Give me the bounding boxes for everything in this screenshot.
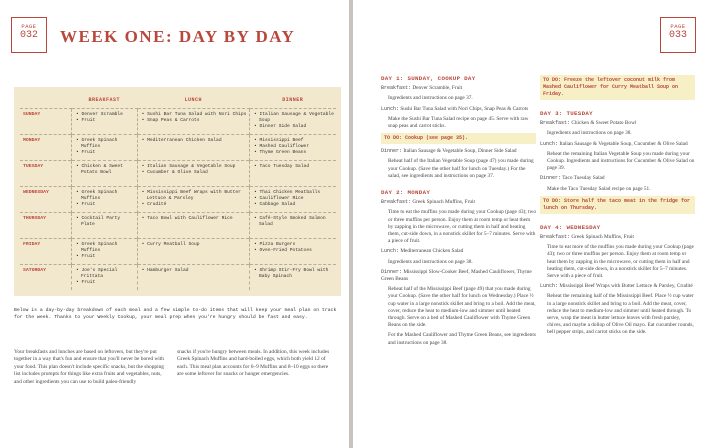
lunch-cell: [137, 109, 249, 135]
meal-label: Lunch:: [381, 248, 400, 255]
page-number-badge: [11, 17, 47, 53]
right-column-1: [381, 75, 536, 350]
meal-name: Italian Sausage & Vegetable Soup, Cucumber & Olive Salad: [559, 140, 688, 147]
meal-line: [540, 234, 695, 241]
meal-name: Mississippi Slow-Cooker Beef, Mashed Cauliflower, Thyme Green Beans: [381, 268, 532, 283]
meal-item: • Italian Sausage & Vegetable Soup: [141, 164, 236, 169]
dinner-cell: [249, 161, 336, 187]
meal-item: • Mississippi Beef: [253, 138, 304, 143]
day-label: SATURDAY: [20, 265, 72, 291]
body-column-1: Your breakfasts and lunches are based on leftovers, but they're put together in a way that's fun and ensure that you'll never be bored with your food. This plan doesn't include specific snacks, but the shopping list includes prompts for things like extra fruits and vegetables, nuts, and other ingredients you can use to build paleo-friendly: [14, 349, 164, 385]
lunch-cell: [137, 239, 249, 265]
meal-item: • Italian Sausage & Vegetable Soup: [253, 112, 334, 123]
meal-item: • Mashed Cauliflower: [253, 144, 310, 149]
day-heading: DAY 4: WEDNESDAY: [540, 223, 601, 231]
meal-name: Denver Scramble, Fruit: [412, 85, 463, 92]
meal-item: • Chicken & Sweet Potato Bowl: [76, 164, 123, 175]
header-lunch: LUNCH: [184, 97, 203, 103]
meal-item: • Taco Bowl with Cauliflower Rice: [141, 216, 233, 221]
meal-item: • Crudité: [141, 202, 167, 207]
table-row: [20, 161, 336, 187]
table-body: [20, 109, 336, 291]
meal-item: • Oven-Fried Potatoes: [253, 248, 312, 253]
meal-instructions: Ingredients and instructions on page 38.: [388, 258, 473, 265]
dinner-cell: [249, 213, 336, 239]
table-header-row: [20, 92, 336, 109]
meal-line: [540, 141, 695, 148]
lunch-cell: [137, 135, 249, 161]
meal-item: • Fruit: [76, 202, 96, 207]
meal-item: • Hamburger Salad: [141, 268, 189, 273]
lunch-cell: [137, 213, 249, 239]
table-row: [20, 265, 336, 291]
day-heading: DAY 2: MONDAY: [381, 189, 431, 197]
meal-name: Italian Sausage & Vegetable Soup, Dinner Side Salad: [403, 148, 517, 155]
meal-instructions: Reheat half of the Italian Vegetable Soup (page 47) you made during your Cookup. (Save the other half for lunch on Tuesday.) For the salad, see ingredients and instructions on page 37.: [388, 158, 534, 179]
meal-item: • Joe's Special Frittata: [76, 268, 118, 279]
day-label: FRIDAY: [20, 239, 72, 265]
meal-item: • Sushi Bar Tuna Salad with Nori Chips: [141, 112, 247, 117]
header-dinner: DINNER: [282, 97, 304, 103]
meal-line: [381, 106, 536, 113]
meal-label: Breakfast:: [381, 199, 412, 206]
meal-label: Breakfast:: [540, 234, 571, 241]
meal-name: Taco Tuesday Salad: [562, 175, 605, 182]
meal-line: [381, 269, 536, 283]
meal-item: • Thyme Green Beans: [253, 150, 307, 155]
meal-item: • Fruit: [76, 150, 96, 155]
dinner-cell: [249, 187, 336, 213]
table-row: [20, 239, 336, 265]
meal-line: [381, 85, 536, 92]
meal-instructions: Time to eat the muffins you made during your Cookup (page 43); two or three muffins per person. Enjoy them at room temp or heat them by zapping in the microwave, or cutting them in half and heating them, cut-side down, in a nonstick skillet for 5–7 minutes. Serve with a piece of fruit.: [388, 209, 536, 245]
meal-item: • Denver Scramble: [76, 112, 123, 117]
meal-name: Mississippi Beef Wraps with Butter Lettuce & Parsley, Crudité: [559, 283, 693, 290]
page-number: 032: [19, 30, 38, 41]
meal-item: • Greek Spinach Muffins: [76, 242, 118, 253]
meal-instructions: Time to eat more of the muffins you made during your Cookup (page 43); two or three muffins per person. Enjoy them at room temp or heat them by zapping in the microwave, or cutting them in half and heating them, cut-side down, in a nonstick skillet for 5–7 minutes. Serve with a piece of fruit.: [547, 244, 694, 280]
meal-instructions: Ingredients and instructions on page 38.: [547, 130, 632, 137]
body-column-2: snacks if you're hungry between meals. In addition, this week includes Greek Spinach Muffins and hard-boiled eggs, which both yield 12 of each. This meal plan accounts for 6–9 Muffins and 8–10 eggs so there are some leftover for snacks or hunger emergencies.: [177, 349, 330, 378]
meal-name: Greek Spinach Muffins, Fruit: [571, 234, 634, 241]
lunch-cell: [137, 161, 249, 187]
left-page: [0, 0, 349, 448]
breakfast-cell: [72, 135, 138, 161]
meal-plan-table: [20, 92, 336, 290]
meal-item: • Greek Spinach Muffins: [76, 138, 118, 149]
meal-instructions: Reheat the remaining Italian Vegetable Soup you made during your Cookup. Ingredients and instructions for Cucumber & Olive Salad on page 39.: [547, 150, 695, 172]
table-row: [20, 213, 336, 239]
day-label: TUESDAY: [20, 161, 72, 187]
lunch-cell: [137, 187, 249, 213]
meal-item: • Cauliflower Rice: [253, 196, 304, 201]
meal-label: Lunch:: [381, 105, 400, 112]
meal-item: • Café-Style Smoked Salmon Salad: [253, 216, 326, 227]
day-heading: DAY 1: SUNDAY, COOKUP DAY: [381, 75, 476, 82]
dinner-cell: [249, 109, 336, 135]
page-number-badge: [660, 17, 696, 53]
table-row: [20, 187, 336, 213]
meal-item: • Pizza Burgers: [253, 242, 296, 247]
meal-item: • Curry Meatball Soup: [141, 242, 200, 247]
breakfast-cell: [72, 161, 138, 187]
meal-line: [381, 148, 536, 155]
meal-item: • Fruit: [76, 280, 96, 285]
page-label: PAGE: [670, 23, 686, 30]
meal-label: Dinner:: [381, 268, 403, 275]
meal-name: Sushi Bar Tuna Salad with Nori Chips, Snap Peas & Carrots: [400, 105, 529, 112]
meal-item: • Cabbage Salad: [253, 202, 296, 207]
meal-item: • Thai Chicken Meatballs: [253, 190, 321, 195]
todo-note: TO DO: Store half the taco meat in the fridge for lunch on Thursday.: [540, 196, 695, 214]
day-label: WEDNESDAY: [20, 187, 72, 213]
meal-line: [540, 120, 695, 127]
breakfast-cell: [72, 265, 138, 291]
meal-line: [540, 175, 695, 182]
meal-item: • Cucumber & Olive Salad: [141, 170, 208, 175]
page-number: 033: [668, 30, 687, 41]
dinner-cell: [249, 135, 336, 161]
meal-instructions: For the Mashed Cauliflower and Thyme Green Beans, see ingredients and instructions on page 38.: [388, 332, 536, 346]
meal-item: • Mediterranean Chicken Salad: [141, 138, 222, 143]
page-title: WEEK ONE: DAY BY DAY: [60, 27, 296, 46]
meal-line: [381, 248, 536, 255]
meal-item: • Fruit: [76, 118, 96, 123]
dinner-cell: [249, 239, 336, 265]
meal-label: Dinner:: [381, 148, 403, 155]
meal-item: • Greek Spinach Muffins: [76, 190, 118, 201]
day-label: MONDAY: [20, 135, 72, 161]
breakfast-cell: [72, 239, 138, 265]
meal-item: • Dinner Side Salad: [253, 124, 307, 129]
meal-label: Lunch:: [540, 283, 559, 290]
meal-item: • Snap Peas & Carrots: [141, 118, 200, 123]
breakfast-cell: [72, 109, 138, 135]
meal-instructions: Reheat half of the Mississippi Beef (page 49) that you made during your Cookup. (Save the other half for lunch on Wednesday.) Place ½ cup water in a large nonstick skillet and bring to a boil. Add the meat, cover, reduce the heat to medium-low and simmer until heated through. Serve on a bed of Mashed Cauliflower with Thyme Green Beans on the side.: [388, 286, 536, 329]
meal-label: Lunch:: [540, 140, 559, 147]
meal-name: Mediterranean Chicken Salad: [400, 248, 464, 255]
meal-label: Breakfast:: [381, 85, 412, 92]
meal-name: Greek Spinach Muffins, Fruit: [412, 199, 475, 206]
breakfast-cell: [72, 187, 138, 213]
breakfast-cell: [72, 213, 138, 239]
intro-text: Below is a day-by-day breakdown of each meal and a few simple to-do items that will keep your meal plan on track for the week. Thanks to your Weekly Cookup, your meal prep when you're hungry should be fast and easy.: [14, 308, 337, 320]
dinner-cell: [249, 265, 336, 291]
header-breakfast: BREAKFAST: [88, 97, 121, 103]
meal-name: Chicken & Sweet Potato Bowl: [571, 120, 637, 127]
meal-item: • Fruit: [76, 254, 96, 259]
table-row: [20, 135, 336, 161]
right-column-2: [540, 75, 695, 340]
right-page: [353, 0, 702, 448]
meal-line: [381, 199, 536, 206]
meal-item: • Cocktail Party Plate: [76, 216, 121, 227]
meal-line: [540, 283, 695, 290]
meal-item: • Mississippi Beef Wraps with Butter Lettuce & Parsley: [141, 190, 241, 201]
meal-item: • Taco Tuesday Salad: [253, 164, 310, 169]
meal-item: • Shrimp Stir-Fry Bowl with Baby Spinach: [253, 268, 329, 279]
header-day: [20, 92, 72, 109]
meal-label: Dinner:: [540, 175, 562, 182]
meal-instructions: Ingredients and instructions on page 37.: [388, 95, 473, 102]
day-heading: DAY 3: TUESDAY: [540, 110, 593, 117]
day-label: THURSDAY: [20, 213, 72, 239]
page-label: PAGE: [21, 23, 37, 30]
meal-instructions: Make the Sushi Bar Tuna Salad recipe on page 45. Serve with raw snap peas and carrot sticks.: [388, 115, 529, 130]
todo-note: TO DO: Freeze the leftover coconut milk from Mashed Cauliflower for Curry Meatball Soup on Friday.: [540, 75, 695, 100]
day-label: SUNDAY: [20, 109, 72, 135]
todo-note: TO DO: Cookup (see page 35).: [381, 133, 536, 144]
meal-instructions: Make the Taco Tuesday Salad recipe on page 51.: [547, 185, 651, 192]
meal-label: Breakfast:: [540, 120, 571, 127]
meal-instructions: Reheat the remaining half of the Mississippi Beef. Place ½ cup water in a large nonstick skillet and bring to a boil. Add the meat, cover, reduce the heat to medium-low and simmer until heated through. To serve, wrap the meat in butter lettuce leaves with fresh parsley, chives, and maybe a dollop of Olive Oil mayo. Eat cucumber rounds, bell pepper strips, and carrot sticks on the side.: [547, 293, 694, 336]
table-row: [20, 109, 336, 135]
lunch-cell: [137, 265, 249, 291]
